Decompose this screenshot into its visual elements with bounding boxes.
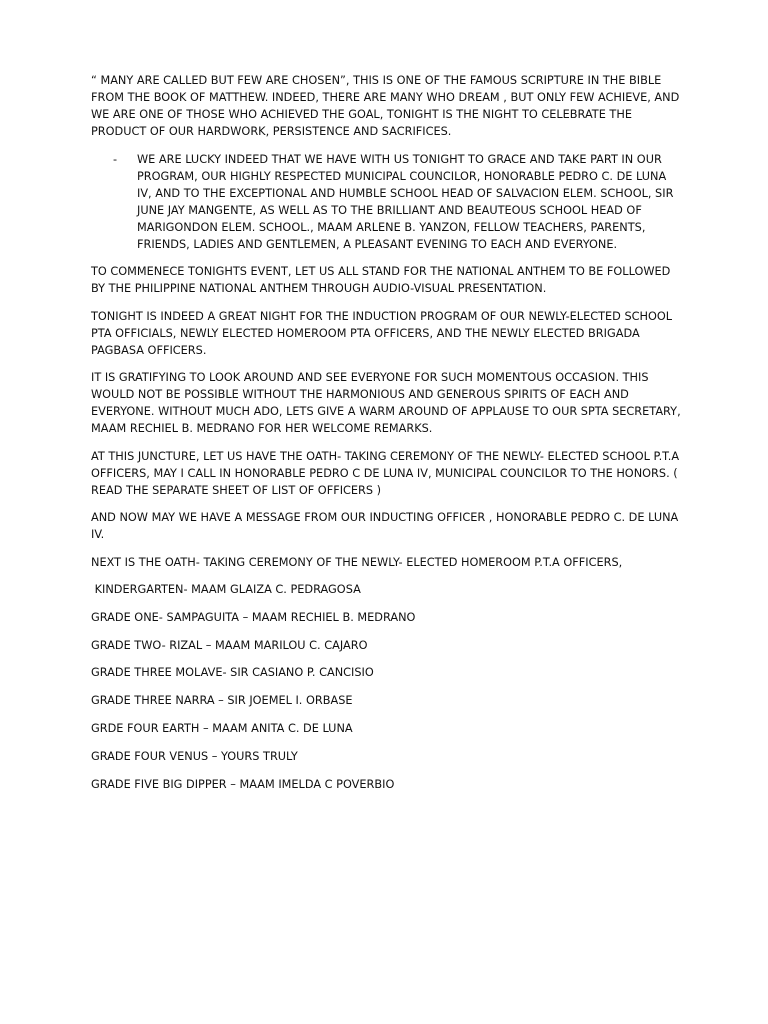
paragraph-induction: TONIGHT IS INDEED A GREAT NIGHT FOR THE INDUCTION PROGRAM OF OUR NEWLY-ELECTED SCHOOL PTA OFFICIALS, NEWLY ELECTED HOMEROOM PTA OFFICERS, AND THE NEWLY ELECTED BRIGADA PAGBASA OFFICERS. xyxy=(91,309,673,357)
list-item: GRADE THREE MOLAVE- SIR CASIANO P. CANCISIO xyxy=(91,666,374,680)
list-item: GRDE FOUR EARTH – MAAM ANITA C. DE LUNA xyxy=(91,721,353,735)
intro-paragraph: “ MANY ARE CALLED BUT FEW ARE CHOSEN”, THIS IS ONE OF THE FAMOUS SCRIPTURE IN THE BIBLE FROM THE BOOK OF MATTHEW. INDEED, THERE ARE MANY WHO DREAM , BUT ONLY FEW ACHIEVE, AND WE ARE ONE OF THOSE WHO ACHIEVED THE GOAL, TONIGHT IS THE NIGHT TO CELEBRATE THE PRODUCT OF OUR HARDWORK, PERSISTENCE AND SACRIFICES. xyxy=(91,74,680,138)
list-item: GRADE THREE NARRA – SIR JOEMEL I. ORBASE xyxy=(91,694,353,708)
bullet-marker: - xyxy=(113,152,118,166)
list-item: GRADE FIVE BIG DIPPER – MAAM IMELDA C POVERBIO xyxy=(91,777,395,791)
paragraph-anthem: TO COMMENECE TONIGHTS EVENT, LET US ALL STAND FOR THE NATIONAL ANTHEM TO BE FOLLOWED BY THE PHILIPPINE NATIONAL ANTHEM THROUGH AUDIO-VISUAL PRESENTATION. xyxy=(91,265,671,295)
paragraph-message: AND NOW MAY WE HAVE A MESSAGE FROM OUR INDUCTING OFFICER , HONORABLE PEDRO C. DE LUNA IV. xyxy=(91,511,679,541)
list-item: GRADE ONE- SAMPAGUITA – MAAM RECHIEL B. MEDRANO xyxy=(91,610,416,624)
bullet-item xyxy=(91,151,681,253)
paragraph-homeroom-oath: NEXT IS THE OATH- TAKING CEREMONY OF THE NEWLY- ELECTED HOMEROOM P.T.A OFFICERS, xyxy=(91,555,623,569)
paragraph-gratifying: IT IS GRATIFYING TO LOOK AROUND AND SEE EVERYONE FOR SUCH MOMENTOUS OCCASION. THIS WOULD NOT BE POSSIBLE WITHOUT THE HARMONIOUS AND GENEROUS SPIRITS OF EACH AND EVERYONE. WITHOUT MUCH ADO, LETS GIVE A WARM AROUND OF APPLAUSE TO OUR SPTA SECRETARY, MAAM RECHIEL B. MEDRANO FOR HER WELCOME REMARKS. xyxy=(91,371,681,435)
list-item: KINDERGARTEN- MAAM GLAIZA C. PEDRAGOSA xyxy=(91,583,361,596)
paragraph-school-pta-oath: AT THIS JUNCTURE, LET US HAVE THE OATH- TAKING CEREMONY OF THE NEWLY- ELECTED SCHOOL P.T.A OFFICERS, MAY I CALL IN HONORABLE PEDRO C DE LUNA IV, MUNICIPAL COUNCILOR TO THE HONORS. ( READ THE SEPARATE SHEET OF LIST OF OFFICERS ) xyxy=(91,449,680,497)
bullet-text: WE ARE LUCKY INDEED THAT WE HAVE WITH US TONIGHT TO GRACE AND TAKE PART IN OUR PROGRAM, OUR HIGHLY RESPECTED MUNICIPAL COUNCILOR, HONORABLE PEDRO C. DE LUNA IV, AND TO THE EXCEPTIONAL AND HUMBLE SCHOOL HEAD OF SALVACION ELEM. SCHOOL, SIR JUNE JAY MANGENTE, AS WELL AS TO THE BRILLIANT AND BEAUTEOUS SCHOOL HEAD OF MARIGONDON ELEM. SCHOOL., MAAM ARLENE B. YANZON, FELLOW TEACHERS, PARENTS, FRIENDS, LADIES AND GENTLEMEN, A PLEASANT EVENING TO EACH AND EVERYONE. xyxy=(137,152,674,251)
officers-list xyxy=(91,581,681,793)
document-body xyxy=(91,72,681,803)
list-item: GRADE FOUR VENUS – YOURS TRULY xyxy=(91,749,298,763)
list-item: GRADE TWO- RIZAL – MAAM MARILOU C. CAJARO xyxy=(91,638,368,652)
